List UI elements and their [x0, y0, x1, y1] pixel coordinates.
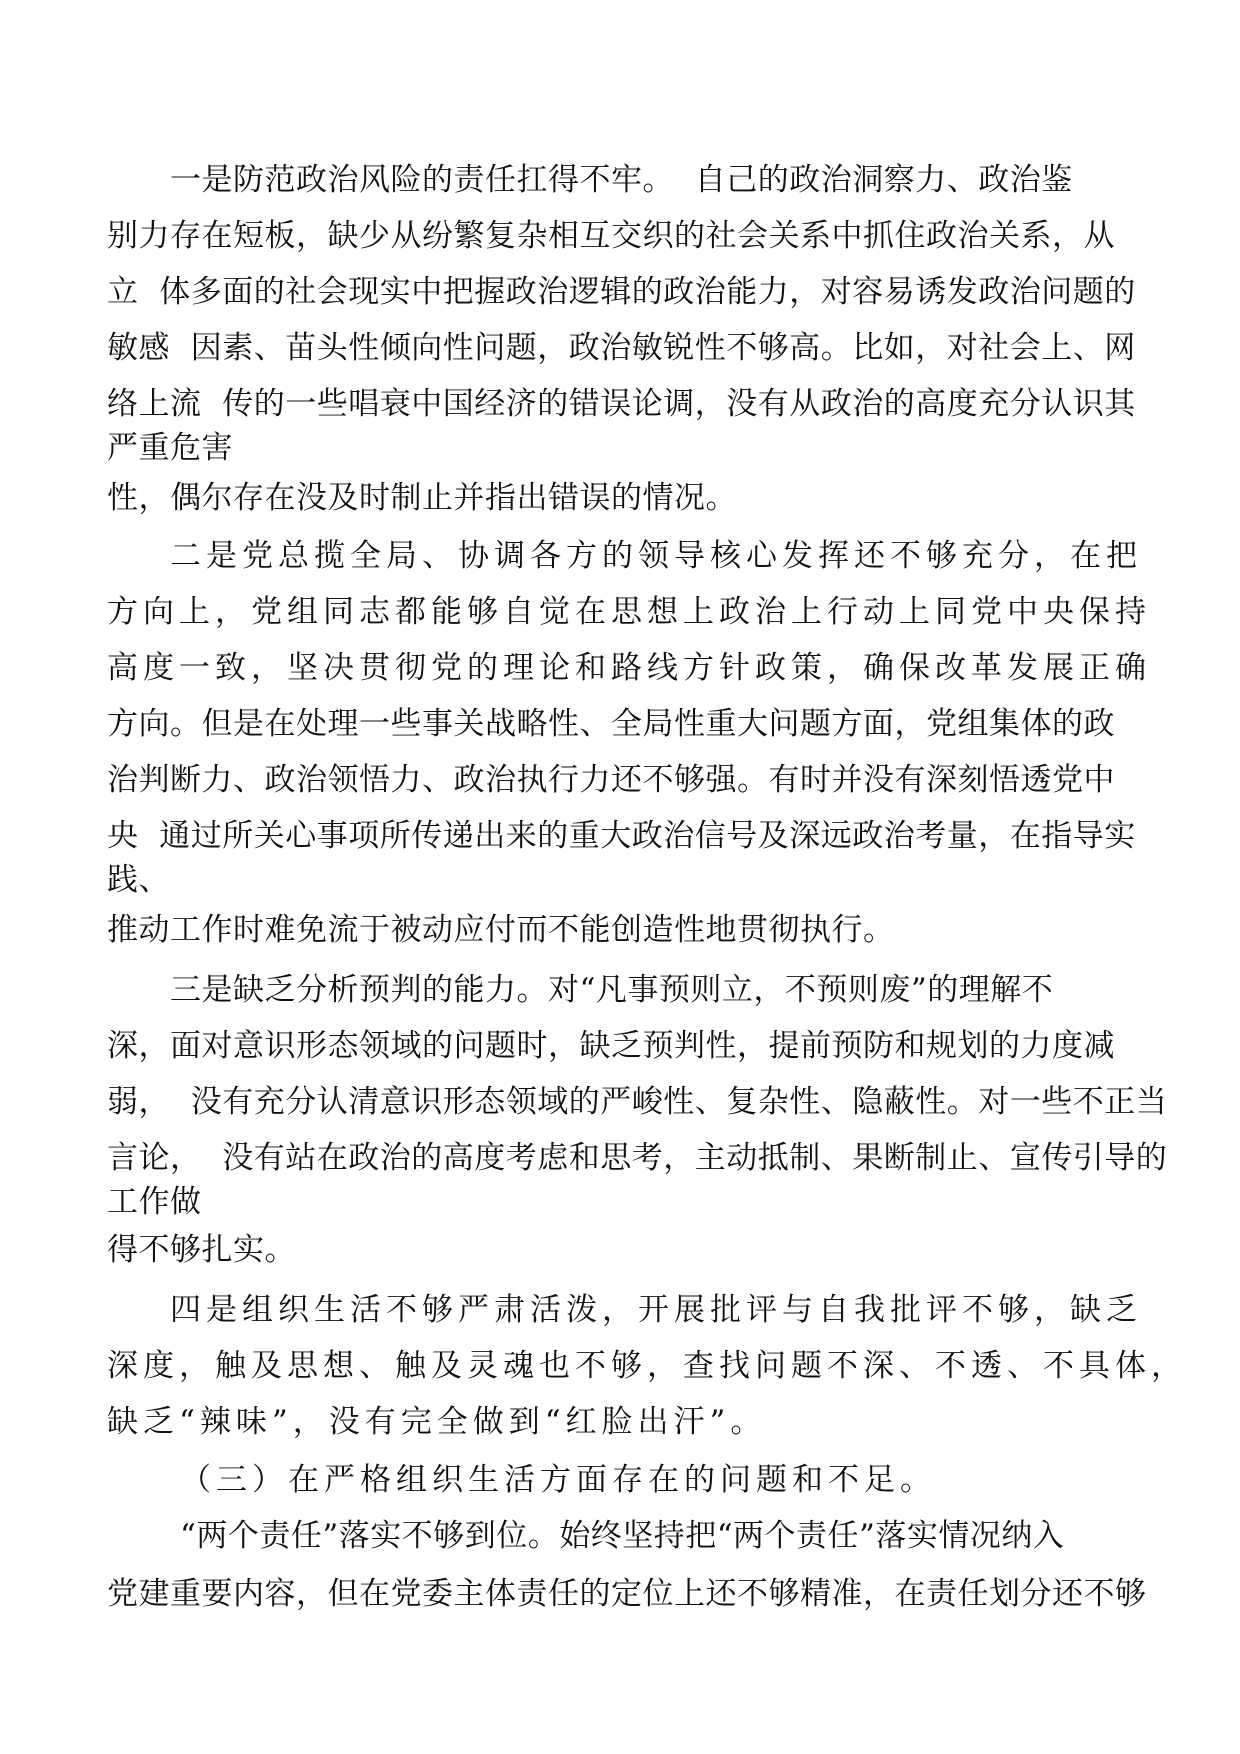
paragraph-1-line-2: 别力存在短板，缺少从纷繁复杂相互交织的社会关系中抓住政治关系，从 [107, 218, 1115, 254]
paragraph-4-line-1: 四是组织生活不够严肃活泼，开展批评与自我批评不够，缺乏 [170, 1292, 1142, 1328]
paragraph-1-line-3: 立 体多面的社会现实中把握政治逻辑的政治能力，对容易诱发政治问题的 [107, 274, 1136, 310]
paragraph-1-line-6: 严重危害 [107, 430, 233, 466]
paragraph-5-line-1: “两个责任”落实不够到位。始终坚持把“两个责任”落实情况纳入 [180, 1518, 1065, 1554]
paragraph-3-line-6: 得不够扎实。 [107, 1232, 296, 1268]
paragraph-1-line-5: 络上流 传的一些唱衰中国经济的错误论调，没有从政治的高度充分认识其 [107, 386, 1136, 422]
paragraph-2-line-1: 二是党总揽全局、协调各方的领导核心发挥还不够充分，在把 [170, 538, 1142, 574]
paragraph-2-line-3: 高度一致，坚决贯彻党的理论和路线方针政策，确保改革发展正确 [107, 650, 1151, 686]
paragraph-4-line-3: 缺乏“辣味”，没有完全做到“红脸出汗”。 [107, 1404, 767, 1440]
section-heading: （三）在严格组织生活方面存在的问题和不足。 [180, 1462, 936, 1498]
paragraph-3-line-4: 言论， 没有站在政治的高度考虑和思考，主动抵制、果断制止、宣传引导的 [107, 1140, 1168, 1176]
paragraph-4-line-2: 深度，触及思想、触及灵魂也不够，查找问题不深、不透、不具体， [107, 1348, 1187, 1384]
paragraph-1-line-4: 敏感 因素、苗头性倾向性问题，政治敏锐性不够高。比如，对社会上、网 [107, 330, 1136, 366]
paragraph-2-line-6: 央 通过所关心事项所传递出来的重大政治信号及深远政治考量，在指导实 [107, 818, 1136, 854]
paragraph-3-line-1: 三是缺乏分析预判的能力。对“凡事预则立，不预则废”的理解不 [170, 972, 1054, 1008]
paragraph-2-line-5: 治判断力、政治领悟力、政治执行力还不够强。有时并没有深刻悟透党中 [107, 762, 1115, 798]
paragraph-2-line-2: 方向上，党组同志都能够自觉在思想上政治上行动上同党中央保持 [107, 594, 1151, 630]
paragraph-1-line-1: 一是防范政治风险的责任扛得不牢。 自己的政治洞察力、政治鉴 [170, 162, 1073, 198]
paragraph-1-line-7: 性，偶尔存在没及时制止并指出错误的情况。 [107, 480, 737, 516]
paragraph-3-line-5: 工作做 [107, 1184, 202, 1220]
paragraph-2-line-4: 方向。但是在处理一些事关战略性、全局性重大问题方面，党组集体的政 [107, 706, 1115, 742]
paragraph-3-line-2: 深，面对意识形态领域的问题时，缺乏预判性，提前预防和规划的力度减 [107, 1028, 1115, 1064]
paragraph-5-line-2: 党建重要内容，但在党委主体责任的定位上还不够精准，在责任划分还不够 [107, 1576, 1147, 1612]
paragraph-3-line-3: 弱， 没有充分认清意识形态领域的严峻性、复杂性、隐蔽性。对一些不正当 [107, 1084, 1168, 1120]
paragraph-2-line-7: 践、 [107, 862, 170, 898]
paragraph-2-line-8: 推动工作时难免流于被动应付而不能创造性地贯彻执行。 [107, 912, 895, 948]
